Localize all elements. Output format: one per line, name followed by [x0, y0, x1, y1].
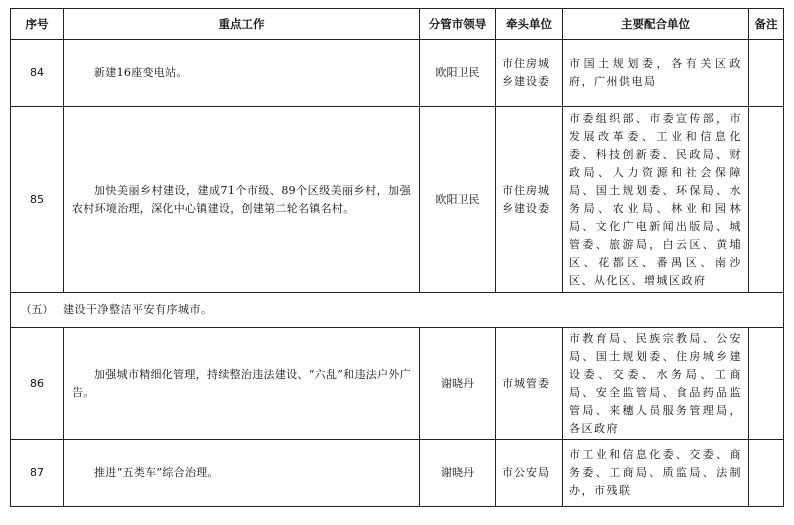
row-no: 86	[11, 328, 64, 440]
row-task-text: 推进“五类车”综合治理。	[94, 466, 219, 479]
table-row	[11, 328, 784, 440]
row-co-units	[563, 107, 749, 293]
row-co-units-text: 市工业和信息化委、交委、商务委、工商局、质监局、法制办，市残联	[569, 448, 742, 497]
row-co-units-text: 市国土规划委，各有关区政府，广州供电局	[569, 57, 742, 88]
row-note	[749, 328, 784, 440]
row-co-units-text: 市教育局、民族宗教局、公安局、国土规划委、住房城乡建设委、交委、水务局、工商局、安全监管局、食品药品监管局、来穗人员服务管理局，各区政府	[569, 331, 742, 435]
work-table-sheet	[10, 8, 784, 507]
row-note	[749, 107, 784, 293]
row-lead-unit-text: 市住房城乡建设委	[502, 183, 550, 215]
row-lead-unit-text: 市城管委	[502, 376, 550, 390]
row-task	[64, 40, 420, 107]
section-heading	[11, 293, 784, 328]
header-co-units: 主要配合单位	[563, 9, 749, 40]
row-no: 84	[11, 40, 64, 107]
row-lead-unit-text: 市公安局	[502, 466, 550, 479]
table-row	[11, 107, 784, 293]
row-note	[749, 440, 784, 507]
row-leader: 谢晓丹	[420, 440, 496, 507]
row-task	[64, 107, 420, 293]
row-note	[749, 40, 784, 107]
row-co-units	[563, 40, 749, 107]
row-lead-unit	[496, 328, 563, 440]
row-task	[64, 440, 420, 507]
row-lead-unit	[496, 107, 563, 293]
header-no: 序号	[11, 9, 64, 40]
row-task-text: 新建16座变电站。	[94, 66, 188, 79]
table-row	[11, 440, 784, 507]
row-task	[64, 328, 420, 440]
header-leader: 分管市领导	[420, 9, 496, 40]
row-leader: 欧阳卫民	[420, 107, 496, 293]
table-row	[11, 40, 784, 107]
row-leader: 谢晓丹	[420, 328, 496, 440]
row-task-text: 加快美丽乡村建设，建成71个市级、89个区级美丽乡村，加强农村环境治理，深化中心镇建设，创建第二轮名镇名村。	[72, 183, 411, 215]
row-lead-unit	[496, 40, 563, 107]
section-title: 建设干净整洁平安有序城市。	[63, 303, 213, 316]
header-lead-unit: 牵头单位	[496, 9, 563, 40]
row-no: 85	[11, 107, 64, 293]
row-co-units	[563, 328, 749, 440]
row-no: 87	[11, 440, 64, 507]
row-lead-unit-text: 市住房城乡建设委	[502, 57, 550, 88]
table-header-row	[11, 9, 784, 40]
row-lead-unit	[496, 440, 563, 507]
header-task: 重点工作	[64, 9, 420, 40]
work-table	[10, 8, 784, 507]
section-number: （五）	[20, 303, 54, 316]
header-note: 备注	[749, 9, 784, 40]
row-leader: 欧阳卫民	[420, 40, 496, 107]
row-co-units	[563, 440, 749, 507]
row-co-units-text: 市委组织部、市委宣传部，市发展改革委、工业和信息化委、科技创新委、民政局、财政局、人力资源和社会保障局、国土规划委、环保局、水务局、农业局、林业和园林局、文化广电新闻出版局、城管委、旅游局，白云区、黄埔区、花都区、番禺区、南沙区、从化区、增城区政府	[569, 111, 742, 287]
row-task-text: 加强城市精细化管理，持续整治违法建设、“六乱”和违法户外广告。	[72, 367, 411, 399]
section-row	[11, 293, 784, 328]
